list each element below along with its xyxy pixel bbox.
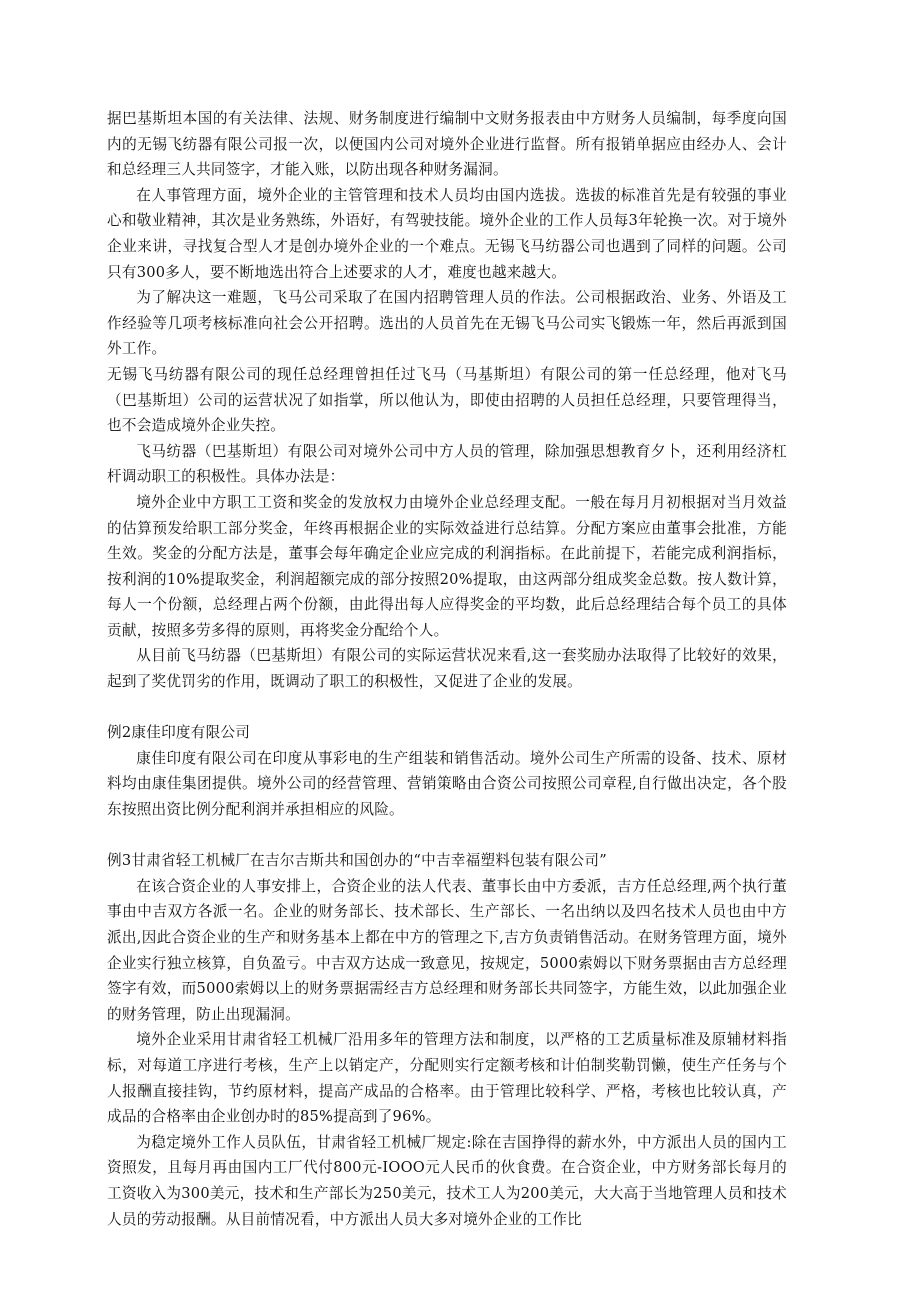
document-page [107, 106, 787, 1232]
blank-line [107, 695, 787, 721]
section-heading: 例3甘肃省轻工机械厂在吉尔吉斯共和国创办的“中吉幸福塑料包装有限公司” [107, 852, 607, 870]
paragraph: 为了解决这一难题，飞马公司采取了在国内招聘管理人员的作法。公司根据政治、业务、外语及工作经验等几项考核标准向社会公开招聘。选出的人员首先在无锡飞马公司实飞锻炼一年，然后再派到国外工作。 [107, 289, 787, 358]
paragraph: 从目前飞马纺器（巴基斯坦）有限公司的实际运营状况来看,这一套奖励办法取得了比较好的效果，起到了奖优罚劣的作用，既调动了职工的积极性，又促进了企业的发展。 [107, 647, 787, 691]
paragraph: 飞马纺器（巴基斯坦）有限公司对境外公司中方人员的管理，除加强思想教育夕卜，还利用经济杠杆调动职工的积极性。具体办法是： [107, 442, 787, 486]
paragraph: 据巴基斯坦本国的有关法律、法规、财务制度进行编制中文财务报表由中方财务人员编制，每季度向国内的无锡飞纺器有限公司报一次，以便国内公司对境外企业进行监督。所有报销单据应由经办人、会计和总经理三人共同签字，才能入账，以防出现各种财务漏洞。 [107, 110, 787, 179]
blank-line [107, 823, 787, 849]
paragraph: 康佳印度有限公司在印度从事彩电的生产组装和销售活动。境外公司生产所需的设备、技术、原材料均由康佳集团提供。境外公司的经营管理、营销策略由合资公司按照公司章程,自行做出决定，各个股东按照出资比例分配利润并承担相应的风险。 [107, 749, 787, 819]
section-example-2 [107, 720, 787, 822]
paragraph: 境外企业中方职工工资和奖金的发放权力由境外企业总经理支配。一般在每月月初根据对当月效益的估算预发给职工部分奖金，年终再根据企业的实际效益进行总结算。分配方案应由董事会批准，方能生效。奖金的分配方法是，董事会每年确定企业应完成的利润指标。在此前提下，若能完成利润指标，按利润的10%提取奖金，利润超额完成的部分按照20%提取，由这两部分组成奖金总数。按人数计算，每人一个份额，总经理占两个份额，由此得出每人应得奖金的平均数，此后总经理结合每个员工的具体贡献，按照多劳多得的原则，再将奖金分配给个人。 [107, 493, 787, 639]
section-heading: 例2康佳印度有限公司 [107, 724, 251, 742]
paragraph: 在人事管理方面，境外企业的主管管理和技术人员均由国内选拔。选拔的标准首先是有较强的事业心和敬业精神，其次是业务熟练，外语好，有驾驶技能。境外企业的工作人员每3年轮换一次。对于境外企业来讲，寻找复合型人才是创办境外企业的一个难点。无锡飞马纺器公司也遇到了同样的问题。公司只有300多人，要不断地选出符合上述要求的人才，难度也越来越大。 [107, 186, 787, 281]
section-feima [107, 106, 787, 695]
section-example-3 [107, 848, 787, 1232]
paragraph: 为稳定境外工作人员队伍，甘肃省轻工机械厂规定:除在吉国挣得的薪水外，中方派出人员的国内工资照发，且每月再由国内工厂代付800元-IOOO元人民币的伙食费。在合资企业，中方财务部长每月的工资收入为300美元，技术和生产部长为250美元，技术工人为200美元，大大高于当地管理人员和技术人员的劳动报酬。从目前情况看，中方派出人员大多对境外企业的工作比 [107, 1133, 787, 1228]
paragraph: 在该合资企业的人事安排上，合资企业的法人代表、董事长由中方委派，吉方任总经理,两个执行董事由中吉双方各派一名。企业的财务部长、技术部长、生产部长、一名出纳以及四名技术人员也由中方派出,因此合资企业的生产和财务基本上都在中方的管理之下,吉方负责销售活动。在财务管理方面，境外企业实行独立核算，自负盈亏。中吉双方达成一致意见，按规定，5000索姆以下财务票据由吉方总经理签字有效，而5000索姆以上的财务票据需经吉方总经理和财务部长共同签字，方能生效，以此加强企业的财务管理，防止出现漏洞。 [107, 877, 787, 1023]
paragraph: 无锡飞马纺器有限公司的现任总经理曾担任过飞马（马基斯坦）有限公司的第一任总经理，他对飞马（巴基斯坦）公司的运营状况了如指掌，所以他认为，即使由招聘的人员担任总经理，只要管理得当，也不会造成境外企业失控。 [107, 365, 787, 435]
paragraph: 境外企业采用甘肃省轻工机械厂沿用多年的管理方法和制度，以严格的工艺质量标准及原辅材料指标，对每道工序进行考核，生产上以销定产，分配则实行定额考核和计伯制奖勒罚懒，使生产任务与个人报酬直接挂钩，节约原材料，提高产成品的合格率。由于管理比较科学、严格，考核也比较认真，产成品的合格率由企业创办时的85%提高到了96%。 [107, 1031, 787, 1126]
